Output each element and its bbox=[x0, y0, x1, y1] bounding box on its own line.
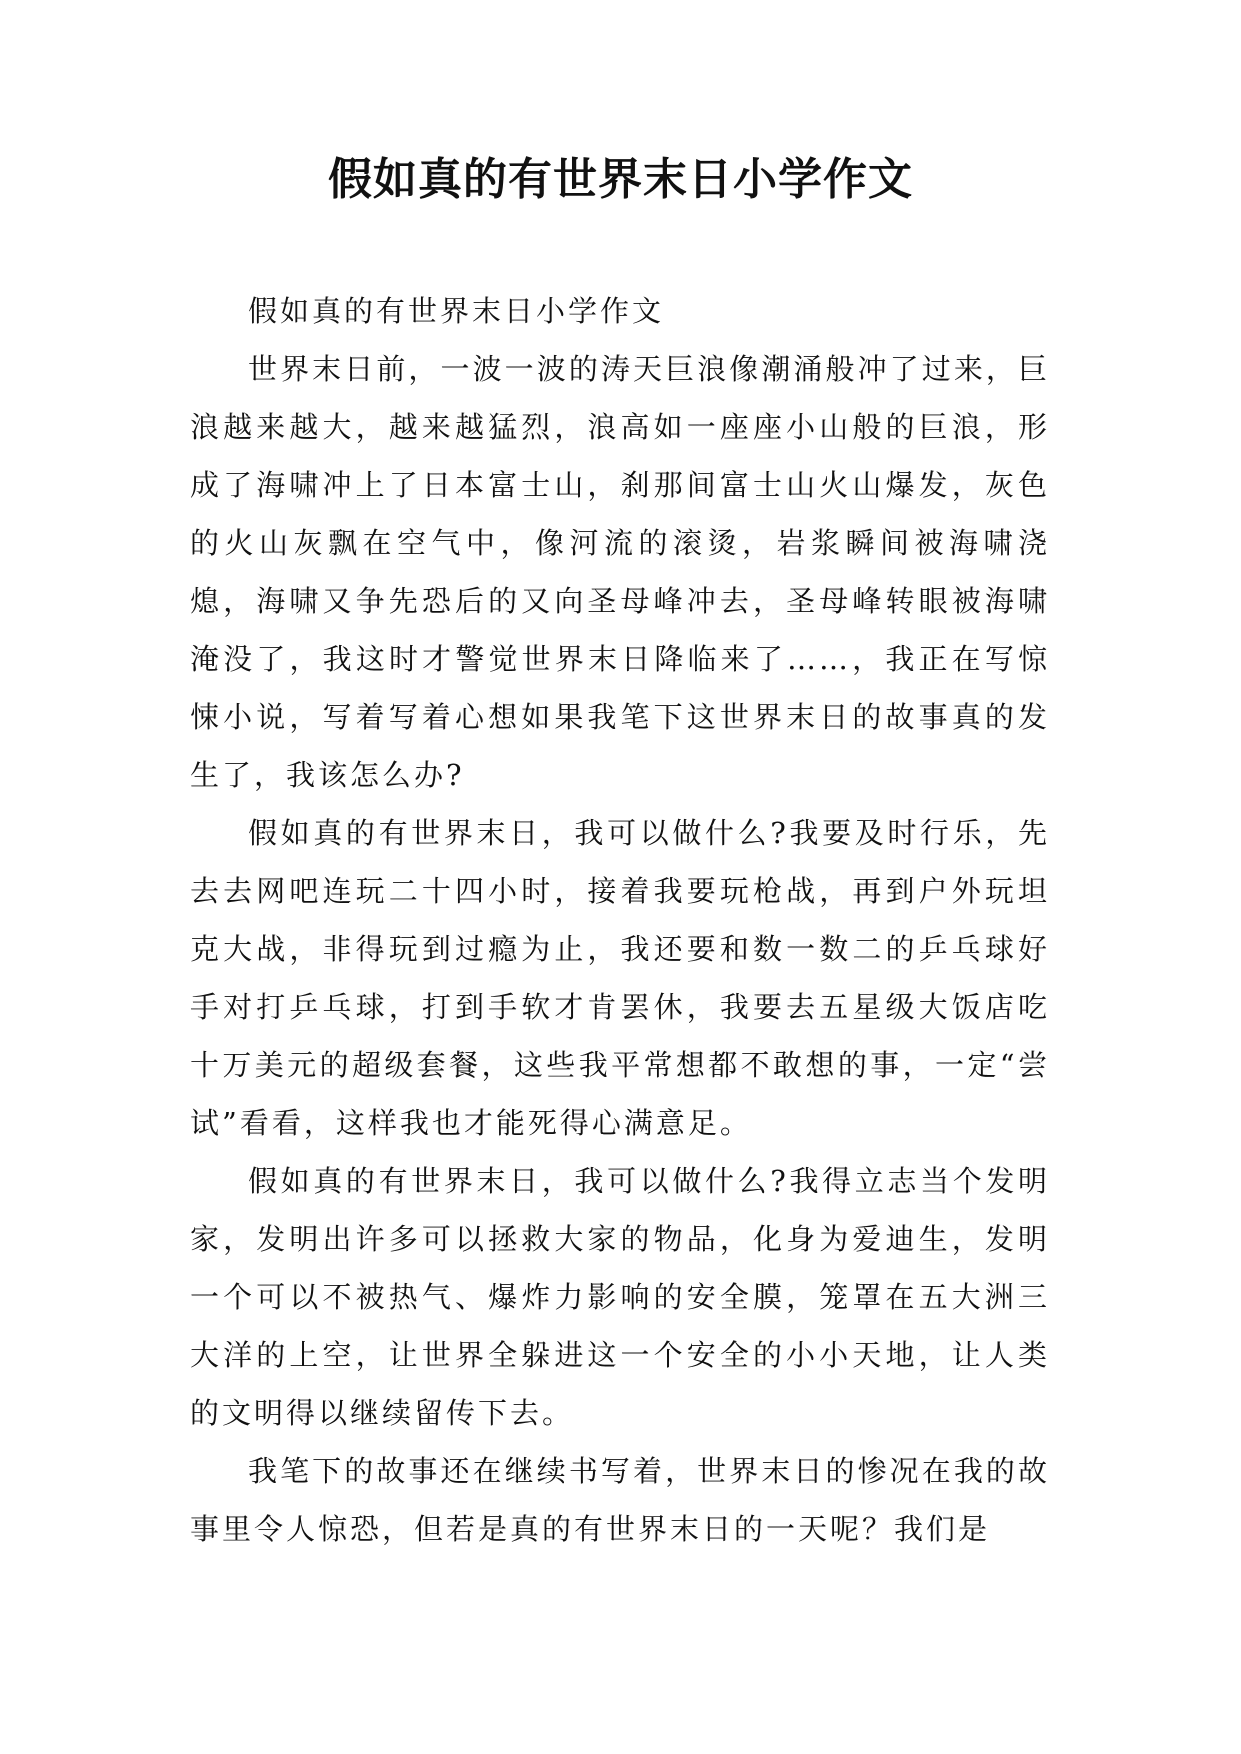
body-paragraph: 假如真的有世界末日小学作文 bbox=[248, 294, 665, 328]
body-paragraph: 假如真的有世界末日，我可以做什么?我要及时行乐，先去去网吧连玩二十四小时，接着我要玩枪战，再到户外玩坦克大战，非得玩到过瘾为止，我还要和数一数二的乒乓球好手对打乒乓球，打到手软才肯罢休，我要去五星级大饭店吃十万美元的超级套餐，这些我平常想都不敢想的事，一定“尝试”看看，这样我也才能死得心满意足。 bbox=[190, 816, 1050, 1140]
body-paragraph: 世界末日前，一波一波的涛天巨浪像潮涌般冲了过来，巨浪越来越大，越来越猛烈，浪高如一座座小山般的巨浪，形成了海啸冲上了日本富士山，刹那间富士山火山爆发，灰色的火山灰飘在空气中，像河流的滚烫，岩浆瞬间被海啸浇熄，海啸又争先恐后的又向圣母峰冲去，圣母峰转眼被海啸淹没了，我这时才警觉世界末日降临来了……，我正在写惊悚小说，写着写着心想如果我笔下这世界末日的故事真的发生了，我该怎么办? bbox=[190, 352, 1050, 792]
body-paragraph: 我笔下的故事还在继续书写着，世界末日的惨况在我的故事里令人惊恐，但若是真的有世界末日的一天呢？我们是 bbox=[190, 1454, 1050, 1546]
body-paragraph: 假如真的有世界末日，我可以做什么?我得立志当个发明家，发明出许多可以拯救大家的物品，化身为爱迪生，发明一个可以不被热气、爆炸力影响的安全膜，笼罩在五大洲三大洋的上空，让世界全躲进这一个安全的小小天地，让人类的文明得以继续留传下去。 bbox=[190, 1164, 1050, 1430]
document-body bbox=[190, 282, 1050, 1558]
document-title: 假如真的有世界末日小学作文 bbox=[328, 154, 913, 205]
